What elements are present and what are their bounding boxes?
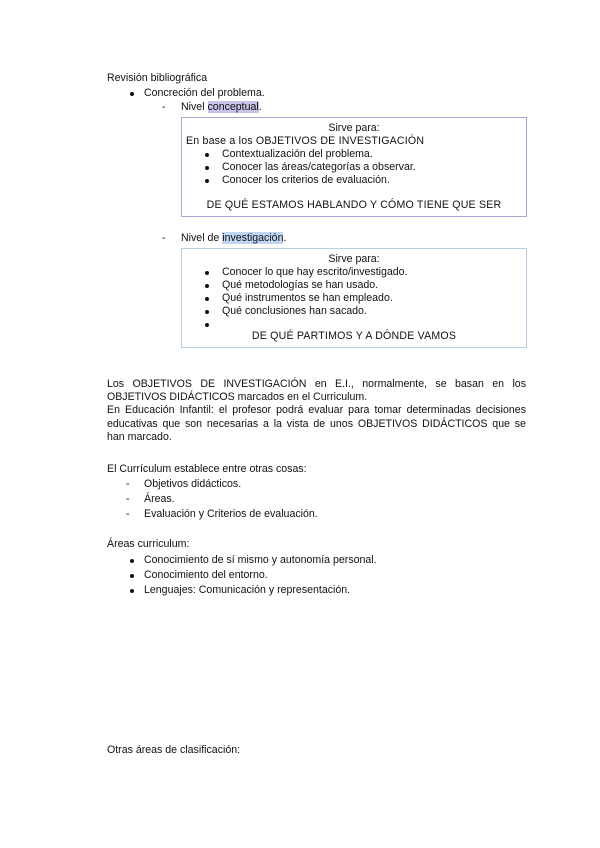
box1-bullet: Conocer los criterios de evaluación. [222, 174, 390, 186]
box1-heading: Sirve para: [328, 122, 380, 134]
highlight-conceptual: conceptual [207, 101, 259, 113]
curriculum-item: Evaluación y Criterios de evaluación. [144, 508, 318, 520]
areas-item: Lenguajes: Comunicación y representación. [144, 584, 351, 596]
bullet-icon [130, 92, 134, 96]
bullet-icon [205, 153, 209, 157]
areas-item: Conocimiento del entorno. [144, 569, 268, 581]
dash-icon: - [126, 493, 130, 505]
curriculum-intro: El Currículum establece entre otras cosas: [107, 463, 307, 475]
bullet-icon [205, 271, 209, 275]
box1-footer: DE QUÉ ESTAMOS HABLANDO Y CÓMO TIENE QUE SER [206, 199, 502, 211]
para2-line2: educativas que son necesarias a la vista de unos OBJETIVOS DIDÁCTICOS que se [107, 418, 526, 430]
dash-icon: - [126, 478, 130, 490]
areas-title: Áreas curriculum: [107, 538, 190, 550]
box1-intro: En base a los OBJETIVOS DE INVESTIGACIÓN [186, 135, 425, 147]
curriculum-item: Áreas. [144, 493, 175, 505]
bullet-icon [205, 284, 209, 288]
box2-bullet: Qué conclusiones han sacado. [222, 305, 367, 317]
bullet-icon [205, 323, 209, 327]
highlight-investigacion: investigación [222, 232, 284, 244]
bullet-icon [130, 574, 134, 578]
para2-line1: En Educación Infantil: el profesor podrá evaluar para tomar determinadas decisiones [107, 404, 526, 416]
nivel-suffix: . [258, 101, 262, 113]
dash-icon: - [126, 508, 130, 520]
bullet-icon [130, 589, 134, 593]
section-title: Revisión bibliográfica [107, 72, 208, 84]
areas-item: Conocimiento de sí mismo y autonomía personal. [144, 554, 377, 566]
bullet-icon [205, 310, 209, 314]
bullet-icon [130, 559, 134, 563]
bullet-icon [205, 166, 209, 170]
para2-line3: han marcado. [107, 431, 172, 443]
box2-footer: DE QUÉ PARTIMOS Y A DÓNDE VAMOS [251, 330, 457, 342]
box2-bullet: Conocer lo que hay escrito/investigado. [222, 266, 408, 278]
list-item-concrecion: Concreción del problema. [144, 87, 265, 99]
nivel-conceptual-line [181, 101, 262, 114]
box2-bullet: Qué instrumentos se han empleado. [222, 292, 393, 304]
nivel-prefix: Nivel [181, 101, 208, 113]
dash-icon: - [162, 101, 166, 113]
para1-line2: OBJETIVOS DIDÁCTICOS marcados en el Curriculum. [107, 391, 368, 403]
nivel-prefix: Nivel de [181, 232, 223, 244]
box1-bullet: Contextualización del problema. [222, 148, 373, 160]
box2-heading: Sirve para: [328, 253, 380, 265]
bullet-icon [205, 179, 209, 183]
para1-line1: Los OBJETIVOS DE INVESTIGACIÓN en E.I., normalmente, se basan en los [107, 378, 526, 390]
bullet-icon [205, 297, 209, 301]
dash-icon: - [162, 232, 166, 244]
nivel-suffix: . [283, 232, 287, 244]
curriculum-item: Objetivos didácticos. [144, 478, 242, 490]
box2-bullet: Qué metodologías se han usado. [222, 279, 379, 291]
otras-areas: Otras áreas de clasificación: [107, 744, 241, 756]
nivel-investigacion-line [181, 232, 286, 245]
box1-bullet: Conocer las áreas/categorías a observar. [222, 161, 416, 173]
